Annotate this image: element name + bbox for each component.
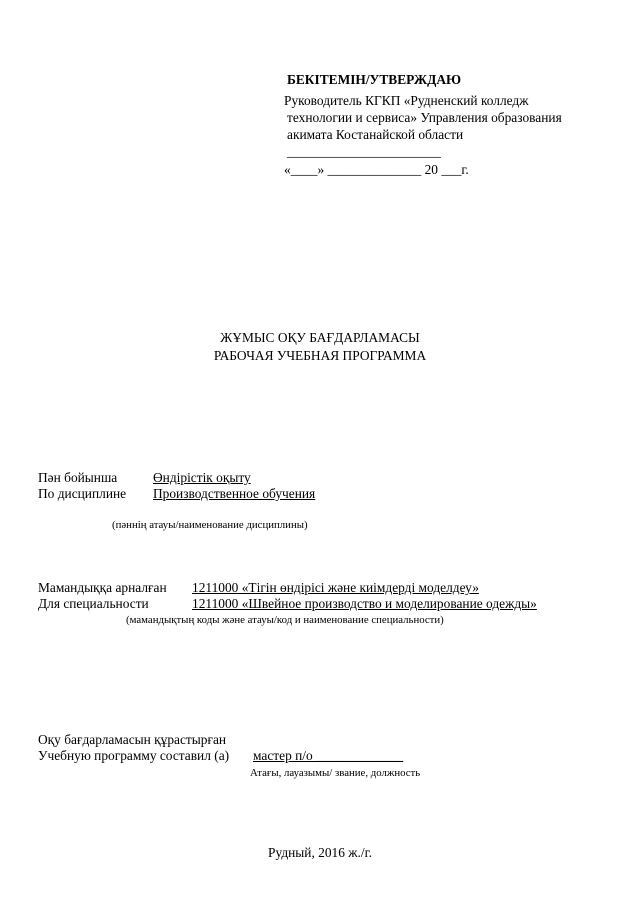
discipline-caption: (пәннің атауы/наименование дисциплины) [112, 519, 308, 531]
specialty-label-kz: Мамандыққа арналған [38, 580, 167, 595]
specialty-caption: (мамандықтың коды және атауы/код и наименование специальности) [126, 614, 444, 626]
author-value: мастер п/о _____________ [253, 748, 404, 763]
approval-date-line: «____» ______________ 20 ___г. [284, 162, 469, 177]
title-ru: РАБОЧАЯ УЧЕБНАЯ ПРОГРАММА [213, 348, 427, 363]
approval-heading: БЕКІТЕМІН/УТВЕРЖДАЮ [287, 72, 462, 87]
discipline-value-kz: Өндірістік оқыту [153, 470, 251, 485]
author-label-kz: Оқу бағдарламасын құрастырған [38, 732, 227, 747]
specialty-value-ru: 1211000 «Швейное производство и моделирование одежды» [192, 596, 537, 611]
author-caption: Атағы, лауазымы/ звание, должность [250, 767, 421, 779]
specialty-value-kz: 1211000 «Тігін өндірісі және киімдерді моделдеу» [192, 580, 479, 595]
author-label-ru: Учебную программу составил (а) [38, 748, 230, 763]
specialty-label-ru: Для специальности [38, 596, 149, 611]
approval-line-3: акимата Костанайской области [287, 127, 464, 142]
approval-line-1: Руководитель КГКП «Рудненский колледж [284, 93, 529, 108]
approval-signature-line: _______________________ [287, 144, 441, 159]
discipline-label-ru: По дисциплине [38, 486, 127, 501]
footer-place-date: Рудный, 2016 ж./г. [268, 845, 372, 860]
discipline-value-ru: Производственное обучения [153, 486, 316, 501]
discipline-label-kz: Пән бойынша [38, 470, 118, 485]
title-kz: ЖҰМЫС ОҚУ БАҒДАРЛАМАСЫ [220, 330, 420, 345]
approval-line-2: технологии и сервиса» Управления образования [287, 110, 562, 125]
